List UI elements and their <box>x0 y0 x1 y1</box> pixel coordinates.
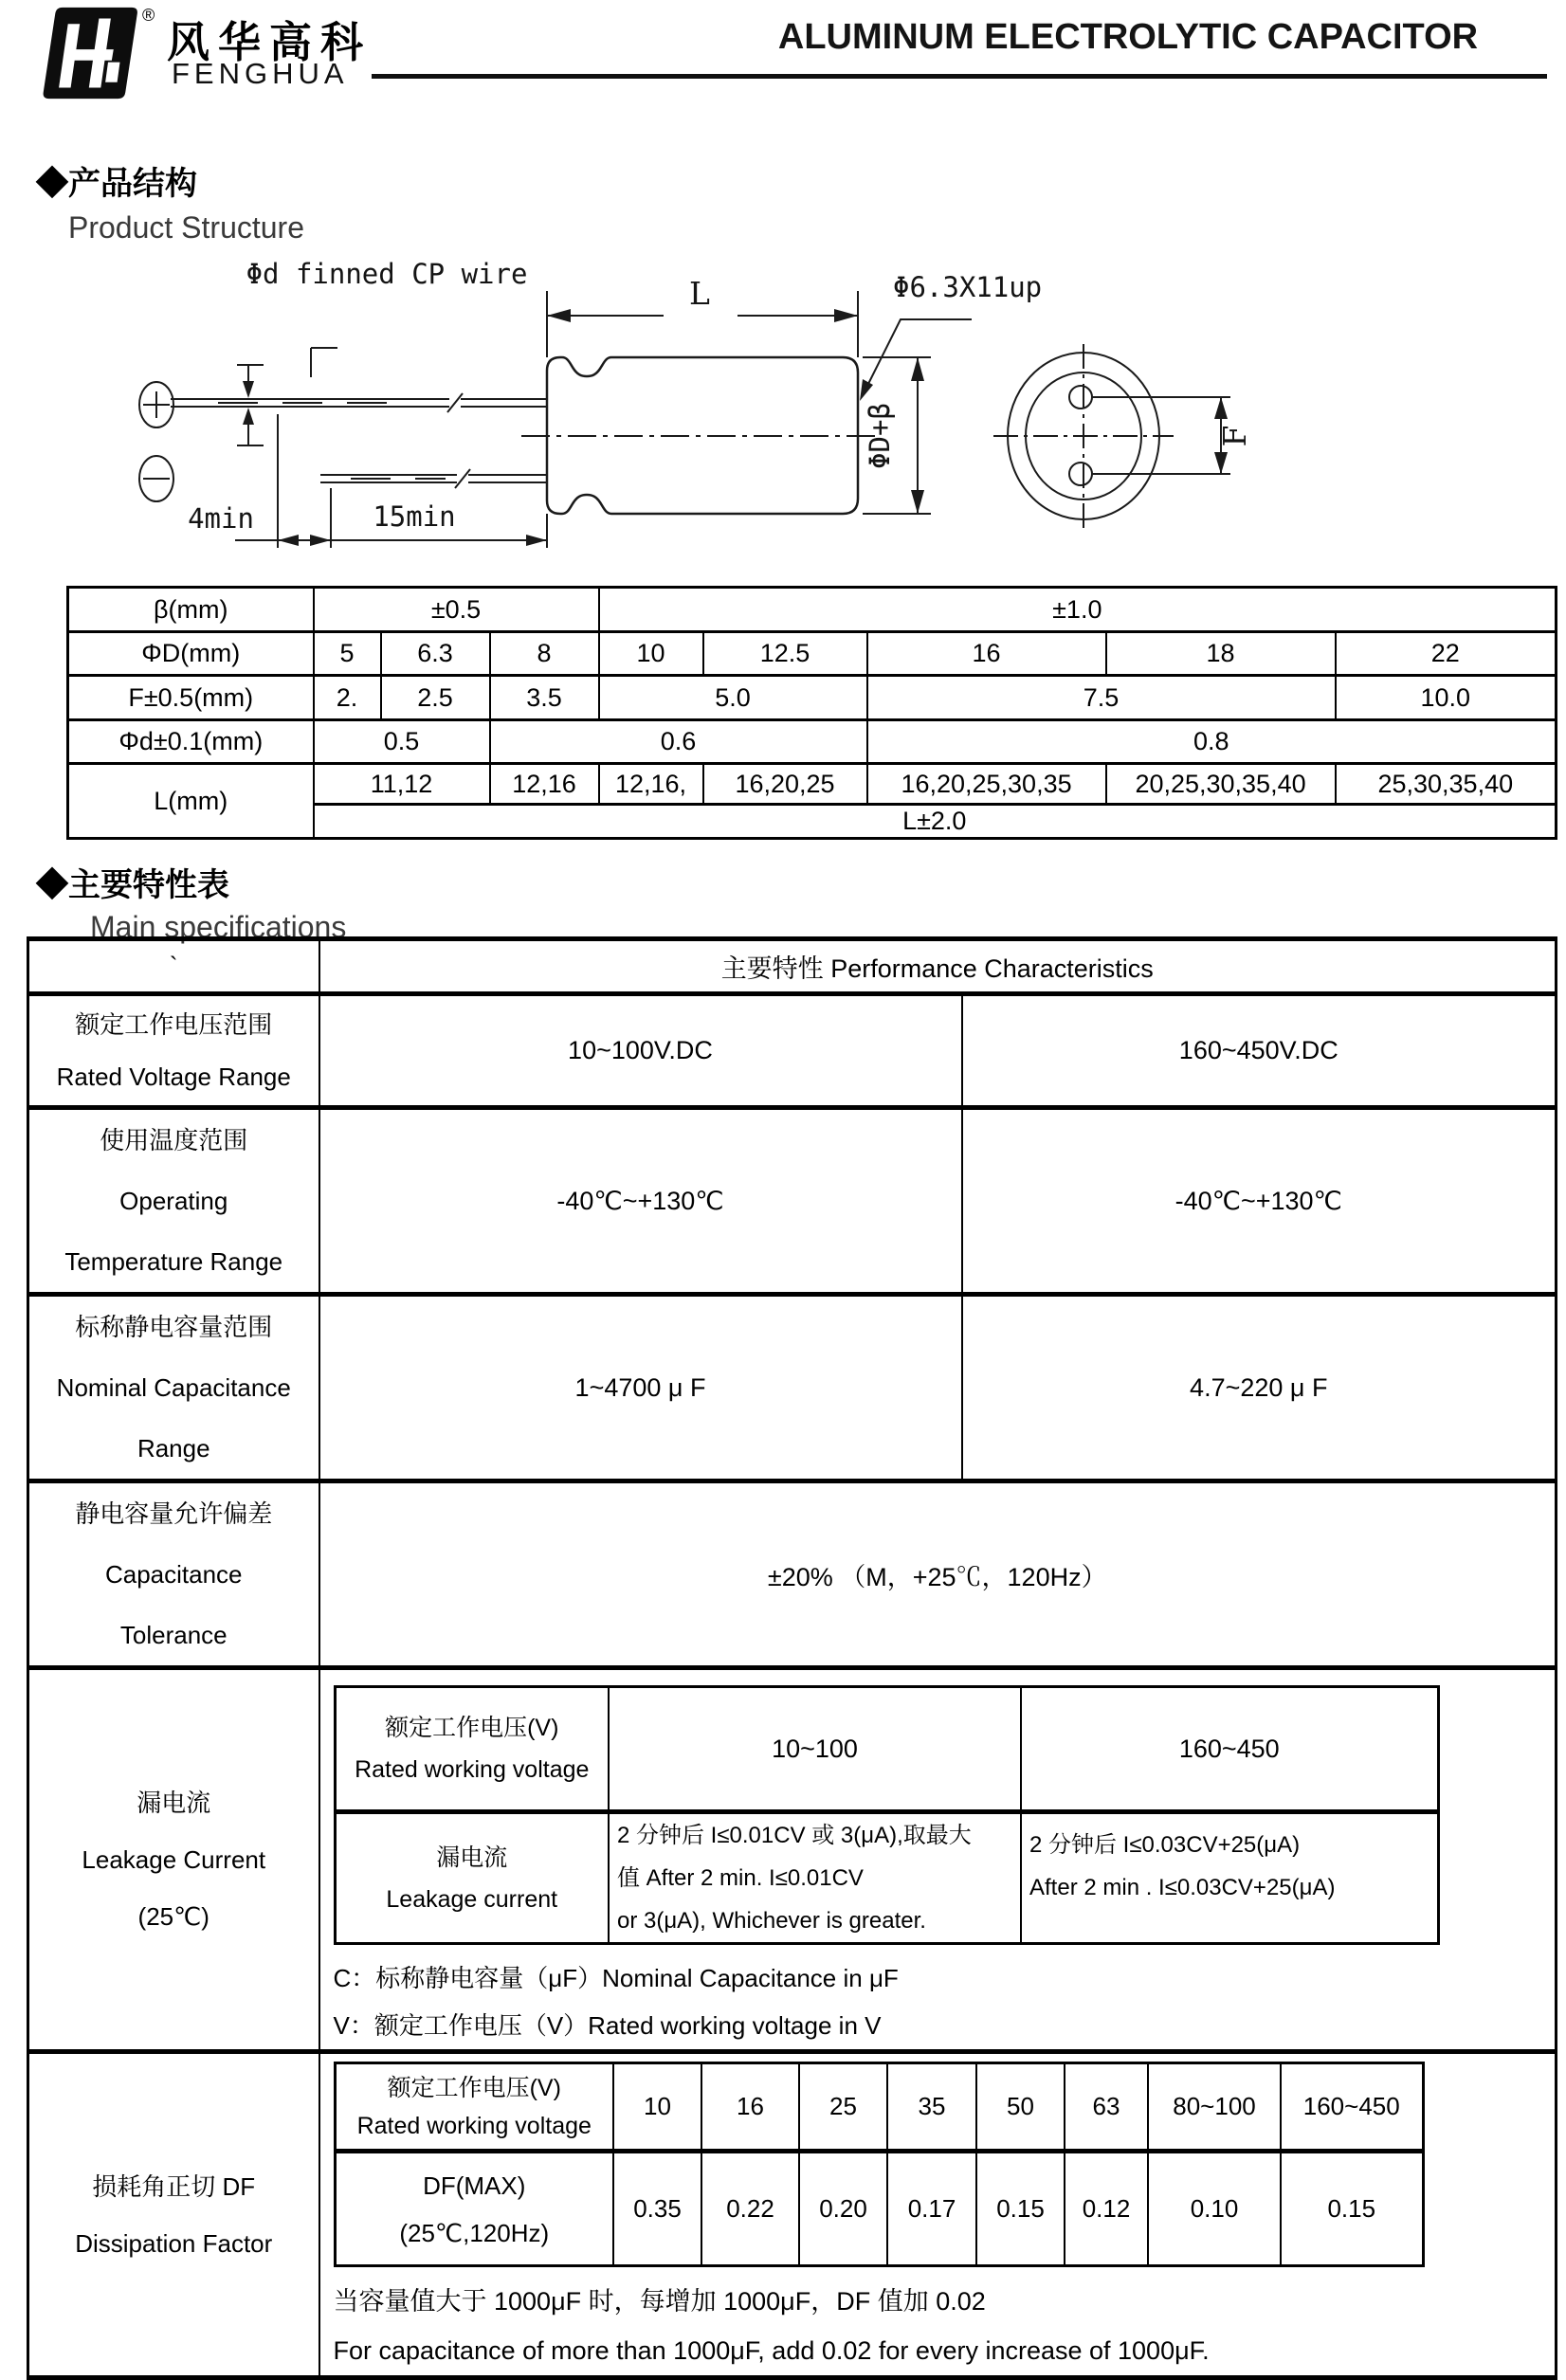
df-label-line: (25℃,120Hz) <box>399 2218 550 2247</box>
capacitance-range-label <box>28 1295 319 1481</box>
df-note-en: For capacitance of more than 1000μF, add 0.02 for every increase of 1000μF. <box>333 2336 1210 2365</box>
label-en: Capacitance <box>104 1560 243 1589</box>
label-en: Leakage Current <box>82 1845 266 1874</box>
polarity-positive-icon <box>139 382 173 427</box>
leakage-current-table <box>334 1685 1440 1945</box>
rated-voltage-high: 160~450V.DC <box>962 994 1557 1108</box>
negative-lead <box>320 469 547 488</box>
lead-diameter-dimension <box>237 365 264 445</box>
df-note-cn: 当容量值大于 1000μF 时，每增加 1000μF，DF 值加 0.02 <box>333 2287 986 2316</box>
spec-line: or 3(μA), Whichever is greater. <box>617 1908 926 1934</box>
section-title-specs-en: Main specifications <box>90 910 347 944</box>
voltage-header <box>335 2063 613 2152</box>
length-value: 12,16 <box>490 764 599 805</box>
note-voltage: V：额定工作电压（V）Rated working voltage in V <box>333 2011 882 2040</box>
leakage-spec-high <box>1021 1812 1438 1944</box>
voltage-value: 50 <box>976 2063 1065 2152</box>
diameter-value: 18 <box>1106 632 1336 676</box>
rated-voltage-label <box>28 994 319 1108</box>
sleeve-label: Φ6.3X11up <box>893 271 1043 303</box>
voltage-range-high: 160~450 <box>1021 1687 1438 1812</box>
spec-line: 值 After 2 min. I≤0.01CV <box>617 1865 864 1891</box>
length-value: 16,20,25,30,35 <box>867 764 1106 805</box>
pitch-value: 2. <box>314 676 381 720</box>
lead-diameter-value: 0.6 <box>490 720 867 764</box>
pitch-value: 5.0 <box>599 676 867 720</box>
label-cn: 额定工作电压范围 <box>75 1009 273 1039</box>
label-en: Operating <box>119 1187 228 1215</box>
sleeve-callout <box>860 271 1042 401</box>
dissipation-factor-label <box>28 2052 319 2378</box>
label-cn: 漏电流 <box>137 1789 211 1817</box>
dissipation-factor-table <box>334 2062 1425 2267</box>
row-header-length: L(mm) <box>68 764 314 839</box>
df-value: 0.22 <box>701 2152 799 2266</box>
pitch-dimension-label: F <box>1216 425 1253 447</box>
capacitance-low: 1~4700 μ F <box>319 1295 962 1481</box>
diameter-dimension <box>863 357 931 514</box>
dimension-table <box>66 586 1557 840</box>
beta-value: ±1.0 <box>599 588 1557 632</box>
label-en: Range <box>137 1434 210 1463</box>
voltage-value: 63 <box>1065 2063 1148 2152</box>
diameter-value: 6.3 <box>381 632 490 676</box>
label-en: Rated Voltage Range <box>56 1062 291 1091</box>
voltage-value: 10 <box>613 2063 701 2152</box>
capacitor-structure-drawing <box>85 251 1261 564</box>
temperature-low: -40℃~+130℃ <box>319 1108 962 1295</box>
section-title-specs-cn: ◆主要特性表 <box>36 867 229 903</box>
label-cn: 额定工作电压(V) <box>385 1715 559 1741</box>
label-cn: 静电容量允许偏差 <box>75 1499 273 1528</box>
pitch-value: 7.5 <box>867 676 1336 720</box>
diameter-value: 12.5 <box>703 632 867 676</box>
capacitance-high: 4.7~220 μ F <box>962 1295 1557 1481</box>
label-en: Leakage current <box>386 1885 558 1913</box>
pitch-value: 3.5 <box>490 676 599 720</box>
spec-line: 2 分钟后 I≤0.03CV+25(μA) <box>1029 1832 1301 1858</box>
length-value: 12,16, <box>599 764 703 805</box>
spec-line: After 2 min . I≤0.03CV+25(μA) <box>1029 1875 1336 1900</box>
leakage-row-label <box>335 1812 609 1944</box>
row-header-pitch: F±0.5(mm) <box>68 676 314 720</box>
label-cn: 使用温度范围 <box>100 1126 248 1154</box>
label-en: Nominal Capacitance <box>56 1373 291 1402</box>
voltage-header <box>335 1687 609 1812</box>
logo-text-chinese: 风华高科 <box>167 18 373 66</box>
diameter-value: 22 <box>1336 632 1557 676</box>
performance-header: 主要特性 Performance Characteristics <box>319 939 1557 994</box>
main-specifications-table <box>27 936 1557 2380</box>
header-divider <box>372 74 1547 79</box>
df-value: 0.12 <box>1065 2152 1148 2266</box>
lead-min-label: 4min <box>188 502 254 535</box>
dissipation-factor-content <box>319 2052 1557 2378</box>
fenghua-logo-icon <box>28 6 140 100</box>
voltage-range-low: 10~100 <box>609 1687 1021 1812</box>
leakage-current-content <box>319 1668 1557 2052</box>
lead-diameter-value: 0.5 <box>314 720 490 764</box>
df-value: 0.15 <box>1281 2152 1423 2266</box>
df-value: 0.15 <box>976 2152 1065 2266</box>
voltage-value: 160~450 <box>1281 2063 1423 2152</box>
label-cond: (25℃) <box>137 1902 209 1931</box>
note-capacitance: C：标称静电容量（μF）Nominal Capacitance in μF <box>333 1964 899 1992</box>
voltage-value: 35 <box>887 2063 976 2152</box>
label-cn: 漏电流 <box>436 1844 508 1871</box>
diameter-value: 8 <box>490 632 599 676</box>
lead-diameter-value: 0.8 <box>867 720 1557 764</box>
voltage-value: 25 <box>799 2063 887 2152</box>
length-value: 11,12 <box>314 764 490 805</box>
label-en: Temperature Range <box>64 1247 283 1276</box>
temperature-high: -40℃~+130℃ <box>962 1108 1557 1295</box>
row-header-beta: β(mm) <box>68 588 314 632</box>
spec-line: 2 分钟后 I≤0.01CV 或 3(μA),取最大 <box>617 1823 972 1848</box>
rated-voltage-low: 10~100V.DC <box>319 994 962 1108</box>
diameter-value: 10 <box>599 632 703 676</box>
pitch-value: 10.0 <box>1336 676 1557 720</box>
length-value: 16,20,25 <box>703 764 867 805</box>
leakage-current-label <box>28 1668 319 2052</box>
terminal-hole-positive <box>1069 386 1092 409</box>
df-max-label <box>335 2152 613 2266</box>
df-label-line: DF(MAX) <box>423 2171 526 2200</box>
logo-text-english: FENGHUA <box>172 57 349 90</box>
section-title-structure-cn: ◆产品结构 <box>36 166 197 202</box>
lead-spacing-dimensions <box>188 414 547 548</box>
label-en: Rated working voltage <box>355 1756 590 1783</box>
pitch-min-label: 15min <box>373 500 456 533</box>
terminal-hole-negative <box>1069 463 1092 485</box>
label-en: Tolerance <box>119 1621 228 1649</box>
section-title-structure-en: Product Structure <box>68 210 304 245</box>
diameter-value: 5 <box>314 632 381 676</box>
diameter-dimension-label: ΦD+β <box>864 403 896 469</box>
length-dimension <box>547 275 858 548</box>
length-dimension-label: L <box>689 275 710 312</box>
label-cn: 标称静电容量范围 <box>75 1313 273 1341</box>
registered-trademark: ® <box>142 6 155 25</box>
df-value: 0.17 <box>887 2152 976 2266</box>
lead-label-leader-line <box>311 348 337 377</box>
positive-lead <box>171 393 547 412</box>
document-title: ALUMINUM ELECTROLYTIC CAPACITOR <box>777 17 1479 57</box>
df-value: 0.35 <box>613 2152 701 2266</box>
capacitor-end-view <box>993 344 1174 532</box>
leakage-spec-low <box>609 1812 1021 1944</box>
diameter-value: 16 <box>867 632 1106 676</box>
pitch-value: 2.5 <box>381 676 490 720</box>
label-en: Dissipation Factor <box>75 2228 273 2258</box>
voltage-value: 16 <box>701 2063 799 2152</box>
voltage-value: 80~100 <box>1148 2063 1281 2152</box>
label-cn: 损耗角正切 DF <box>92 2171 256 2201</box>
tolerance-label <box>28 1481 319 1668</box>
df-value: 0.20 <box>799 2152 887 2266</box>
row-header-lead-diameter: Φd±0.1(mm) <box>68 720 314 764</box>
temperature-label <box>28 1108 319 1295</box>
polarity-negative-icon <box>139 456 173 501</box>
length-value: 25,30,35,40 <box>1336 764 1557 805</box>
label-en: Rated working voltage <box>356 2112 592 2139</box>
lead-wire-label: Φd finned CP wire <box>246 258 528 290</box>
length-value: 20,25,30,35,40 <box>1106 764 1336 805</box>
beta-value: ±0.5 <box>314 588 599 632</box>
corner-mark: ` <box>28 939 319 994</box>
label-cn: 额定工作电压(V) <box>387 2074 561 2101</box>
row-header-diameter: ΦD(mm) <box>68 632 314 676</box>
df-value: 0.10 <box>1148 2152 1281 2266</box>
length-tolerance: L±2.0 <box>314 805 1557 839</box>
tolerance-value: ±20% （M，+25℃，120Hz） <box>319 1481 1557 1668</box>
